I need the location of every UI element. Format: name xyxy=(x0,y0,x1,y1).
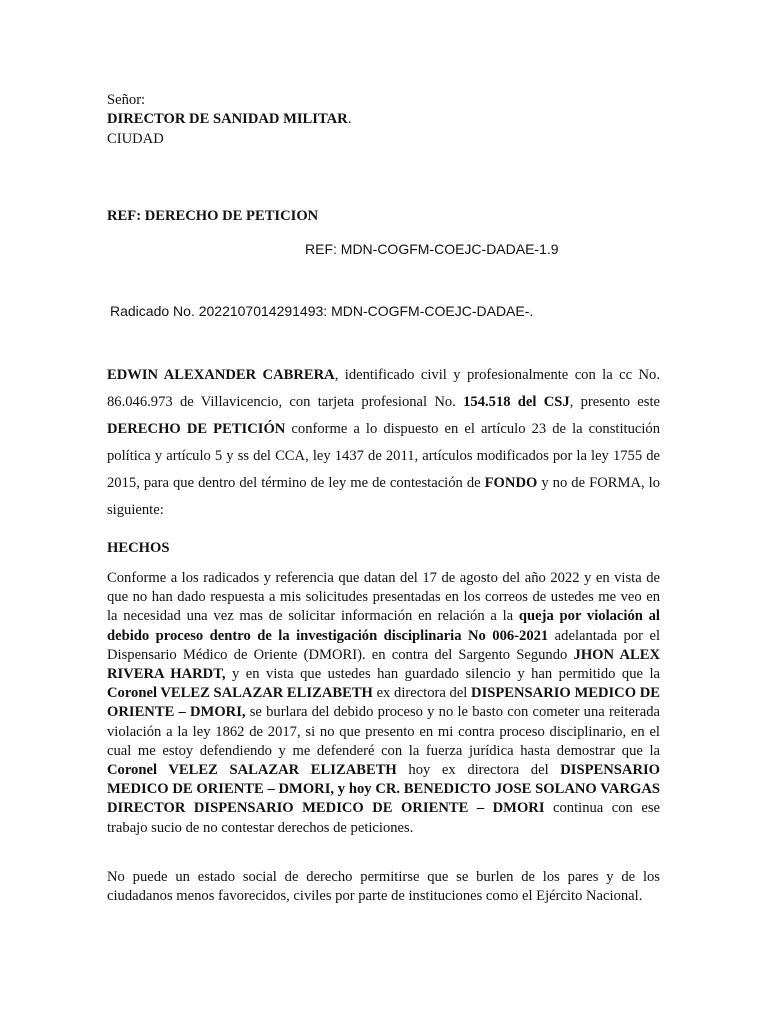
hechos-text-a: Conforme a los radicados y referencia que datan del 17 de agosto del año 2022 y en vista de que no han dado respuesta a mis solicitudes presentadas en los correos de ustedes me veo en la necesidad una vez mas de solicitar información en relación a la xyxy=(107,570,660,625)
hechos-text-k: hoy ex directora del xyxy=(396,762,561,779)
ref-title: REF: DERECHO DE PETICION xyxy=(107,208,319,224)
petitioner-name: EDWIN ALEXANDER CABRERA xyxy=(107,367,335,383)
hechos-text-i: se burlara del debido proceso y no le basto con cometer una reiterada violación a la ley 1862 de 2017, si no que presento en mi contra proceso disciplinario, en el cual me estoy defendiendo y me defenderé con la fuerza jurídica hasta demostrar que la xyxy=(107,704,660,759)
fondo-label: FONDO xyxy=(484,475,538,491)
hechos-paragraph-2 xyxy=(107,868,660,906)
hechos-text-e: y en vista que ustedes han guardado silencio y han permitido que la xyxy=(225,666,661,683)
intro-paragraph xyxy=(107,362,660,524)
hechos-text-h: DISPENSARIO MEDICO DE ORIENTE – DMORI, xyxy=(107,685,660,721)
hechos-paragraph-1 xyxy=(107,569,660,838)
petition-label: DERECHO DE PETICIÓN xyxy=(107,421,286,437)
addressee-city: CIUDAD xyxy=(107,131,164,147)
hechos-text-c: adelantada por el Dispensario Médico de Oriente (DMORI). en contra del Sargento Segundo xyxy=(107,627,660,663)
hechos-text-d: JHON ALEX RIVERA HARDT, xyxy=(107,646,660,683)
intro-text-1: , identificado civil y profesionalmente con la cc No. 86.046.973 de Villavicencio, con tarjeta profesional No. xyxy=(107,367,660,410)
hechos-text-m: continua con ese trabajo sucio de no contestar derechos de peticiones. xyxy=(107,800,660,836)
radicado-number: Radicado No. 2022107014291493: MDN-COGFM-COEJC-DADAE-. xyxy=(110,303,534,319)
hechos-heading: HECHOS xyxy=(107,540,170,556)
salutation: Señor: xyxy=(107,92,146,108)
hechos-text-j: Coronel VELEZ SALAZAR ELIZABETH xyxy=(107,762,397,779)
addressee-title xyxy=(107,111,351,128)
hechos-text-l: DISPENSARIO MEDICO DE ORIENTE – DMORI, y hoy CR. BENEDICTO JOSE SOLANO VARGAS DIRECTOR DISPENSARIO MEDICO DE ORIENTE – DMORI xyxy=(107,762,661,817)
addressee-title-text: DIRECTOR DE SANIDAD MILITAR xyxy=(107,111,348,127)
hechos-paragraph-2-text: No puede un estado social de derecho permitirse que se burlen de los pares y de los ciudadanos menos favorecidos, civiles por parte de instituciones como el Ejército Nacional. xyxy=(107,869,660,905)
ref-code: REF: MDN-COGFM-COEJC-DADAE-1.9 xyxy=(305,241,559,257)
hechos-text-g: ex directora del xyxy=(372,685,472,702)
intro-text-4: y no de FORMA, lo siguiente: xyxy=(107,475,660,518)
professional-card: 154.518 del CSJ xyxy=(463,394,570,410)
intro-text-2: , presento este xyxy=(569,394,660,410)
hechos-text-f: Coronel VELEZ SALAZAR ELIZABETH xyxy=(107,685,373,702)
intro-text-3: conforme a lo dispuesto en el artículo 23 de la constitución política y artículo 5 y ss del CCA, ley 1437 de 2011, artículos modificados por la ley 1755 de 2015, para que dentro del término de ley me de contestación de xyxy=(107,421,660,491)
addressee-title-period: . xyxy=(347,111,352,127)
hechos-text-b: queja por violación al debido proceso dentro de la investigación disciplinaria No 006-2021 xyxy=(107,608,660,644)
